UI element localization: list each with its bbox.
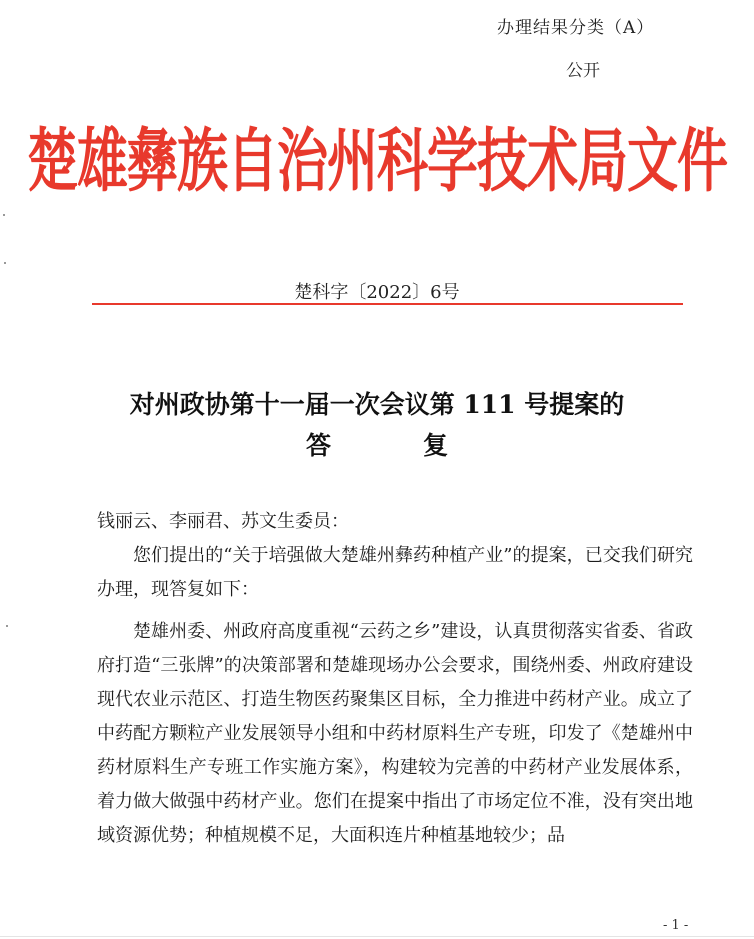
reply-title-line-2 <box>0 426 754 462</box>
document-number: 楚科字〔2022〕6号 <box>294 282 460 303</box>
reply-title-line-1: 对州政协第十一届一次会议第 111 号提案的 <box>129 390 625 419</box>
scan-speck <box>4 262 6 264</box>
body-paragraph-2: 楚雄州委、州政府高度重视“云药之乡”建设，认真贯彻落实省委、省政府打造“三张牌”的决策部署和楚雄现场办公会要求，围绕州委、州政府建设现代农业示范区、打造生物医药聚集区目标，全力推进中药材产业。成立了中药配方颗粒产业发展领导小组和中药材原料生产专班，印发了《楚雄州中药材原料生产专班工作实施方案》，构建较为完善的中药材产业发展体系，着力做大做强中药材产业。您们在提案中指出了市场定位不准，没有突出地域资源优势；种植规模不足，大面积连片种植基地较少；品 <box>97 621 693 846</box>
disclosure-label: 公开 <box>566 61 600 81</box>
agency-document-header: 楚雄彝族自治州科学技术局文件 <box>26 122 727 203</box>
scan-speck <box>3 214 5 216</box>
salutation: 钱丽云、李丽君、苏文生委员： <box>97 511 349 532</box>
scan-speck <box>6 625 8 627</box>
header-red-rule <box>92 303 683 305</box>
page-number: - 1 - <box>663 918 689 933</box>
reply-title-char-reply: 复 <box>423 431 449 460</box>
reply-title-char-answer: 答 <box>305 431 331 460</box>
result-category-label: 办理结果分类（A） <box>497 18 655 38</box>
body-paragraph-1: 您们提出的“关于培强做大楚雄州彝药种植产业”的提案，已交我们研究办理，现答复如下： <box>97 545 693 600</box>
page-bottom-edge <box>0 936 754 937</box>
